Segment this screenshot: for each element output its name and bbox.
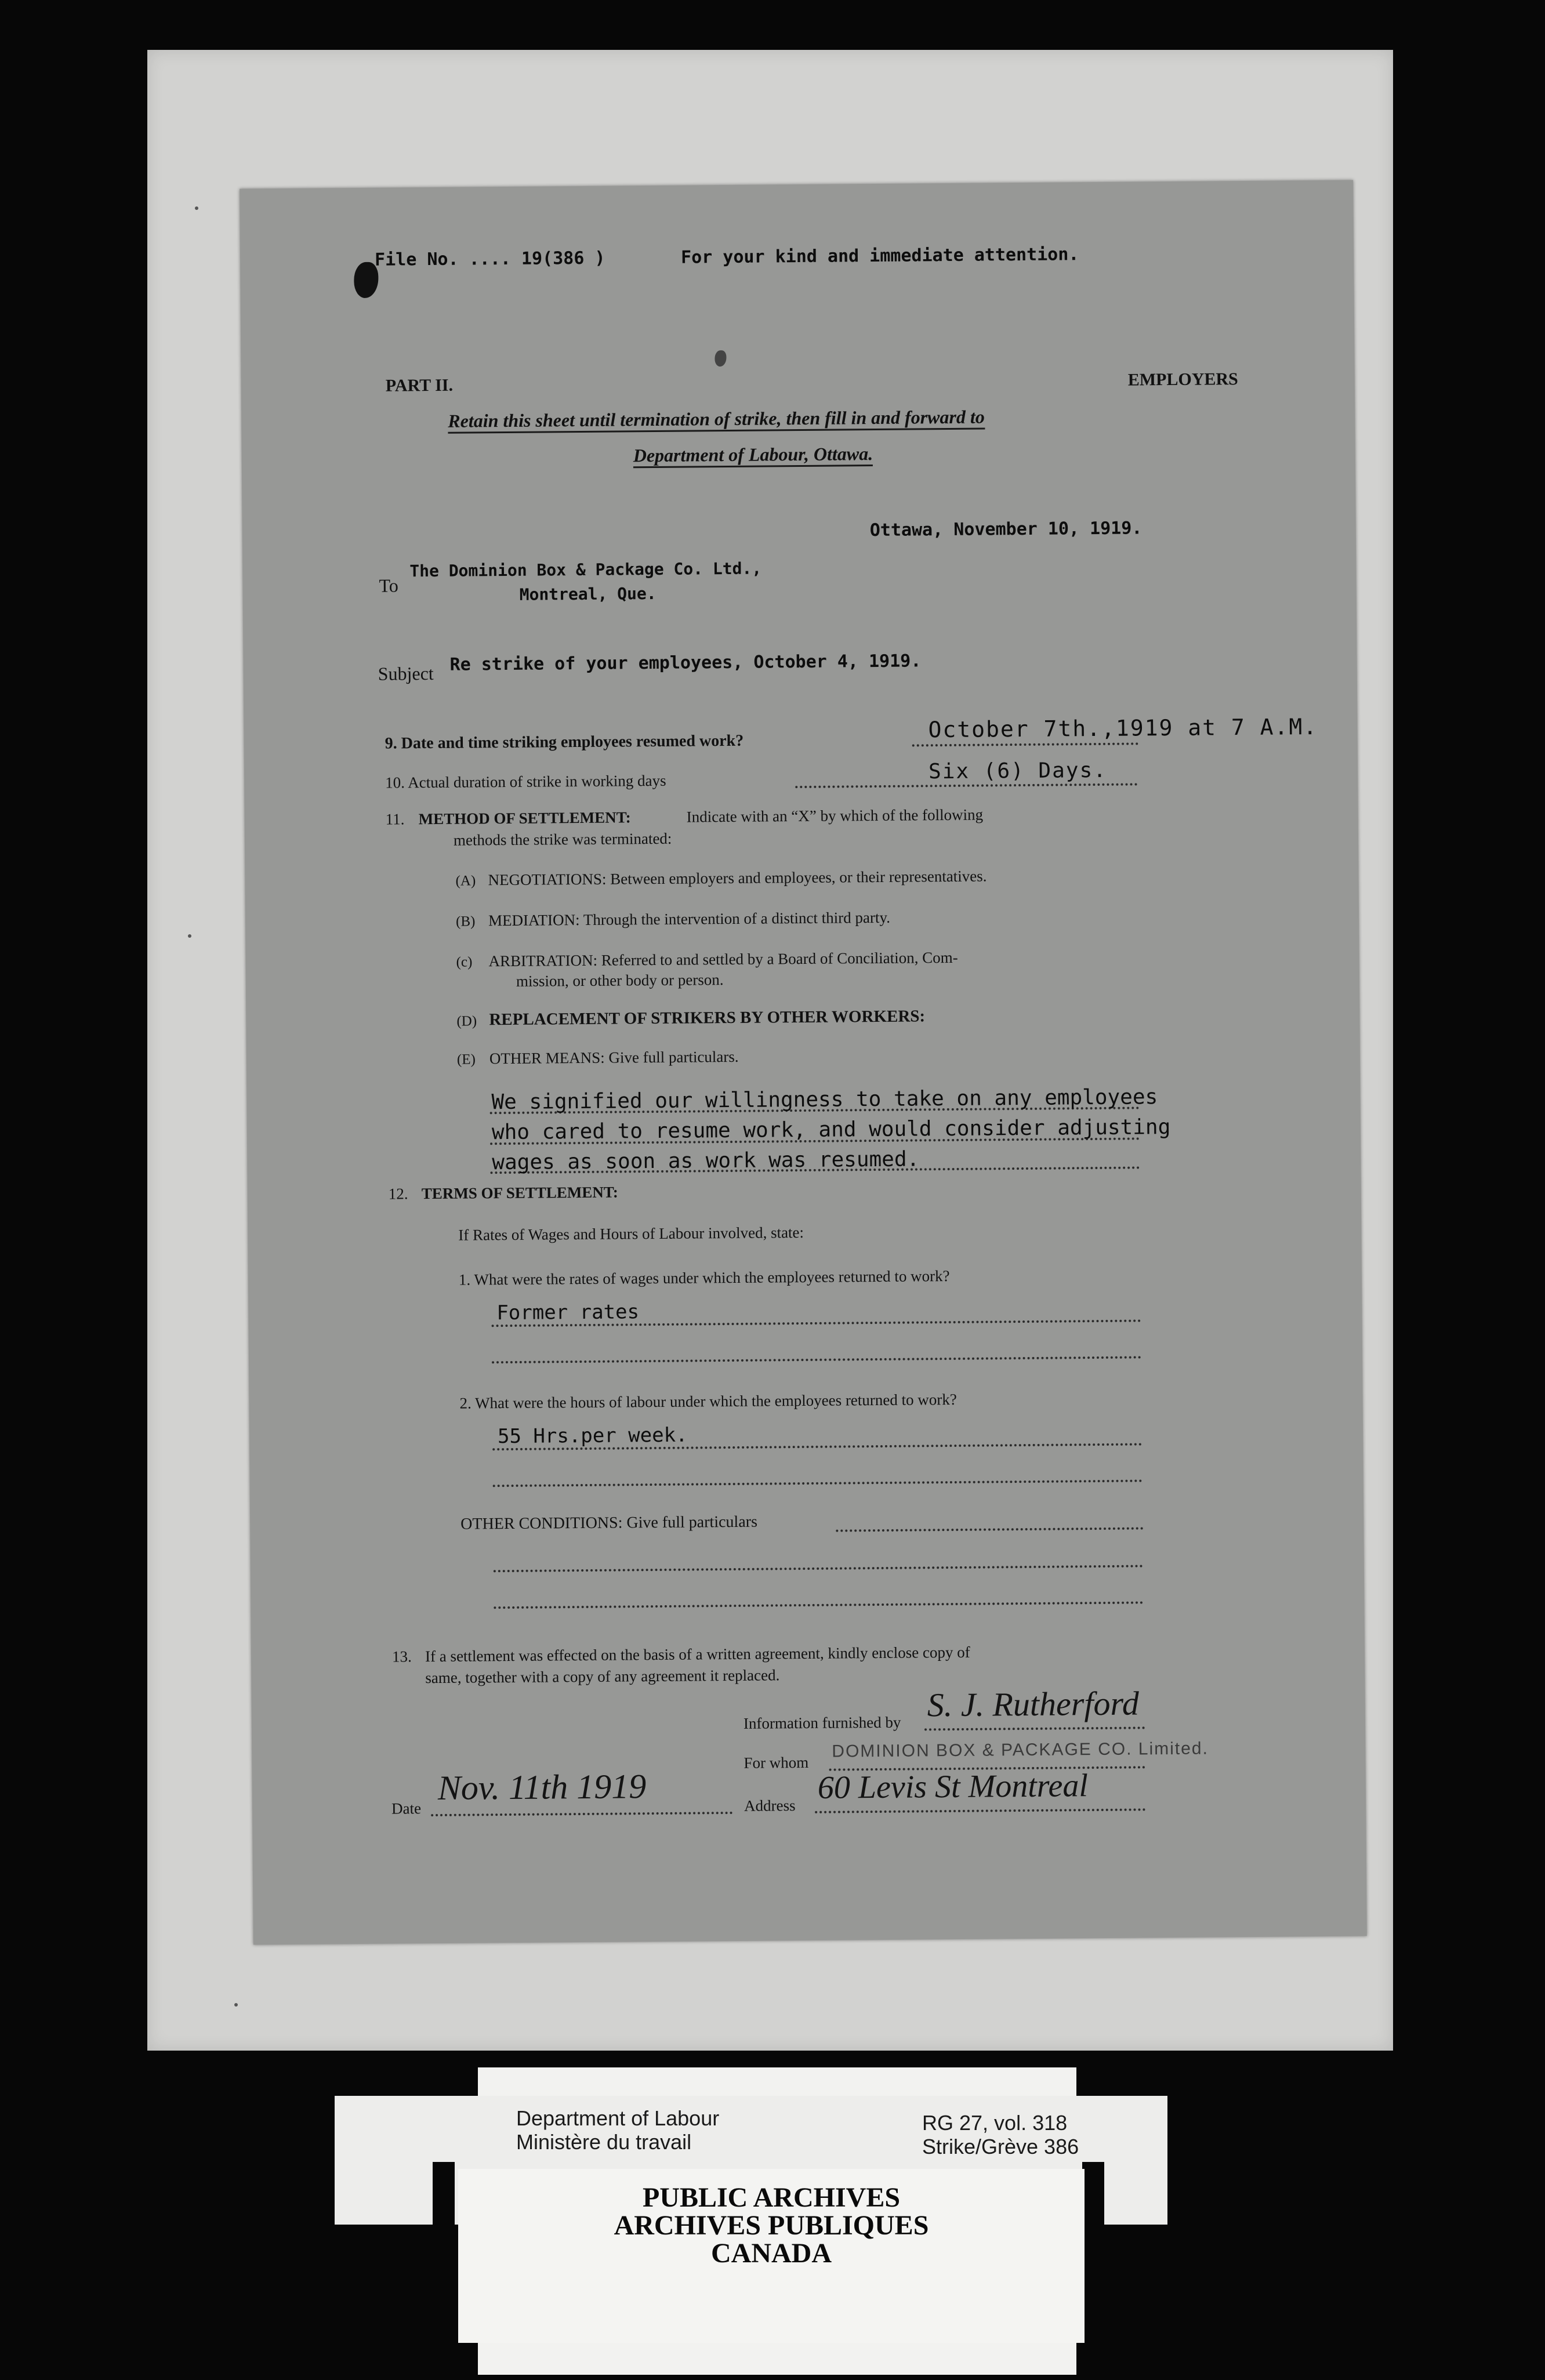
q12-1-answer: Former rates xyxy=(496,1300,640,1325)
option-c-text-1: ARBITRATION: Referred to and settled by a Board of Conciliation, Com- xyxy=(488,948,958,970)
q10-label: 10. Actual duration of strike in working days xyxy=(385,771,666,792)
q12-label: TERMS OF SETTLEMENT: xyxy=(421,1183,618,1203)
q12-2-answer: 55 Hrs.per week. xyxy=(497,1423,688,1449)
archives-stamp-line-1: PUBLIC ARCHIVES xyxy=(642,2182,901,2213)
q12-intro: If Rates of Wages and Hours of Labour involved, state: xyxy=(458,1224,804,1244)
to-label: To xyxy=(379,575,398,596)
other-conditions-line-1 xyxy=(836,1527,1143,1532)
q9-answer-line xyxy=(912,742,1138,746)
strike-report-form xyxy=(240,180,1367,1945)
part-heading: PART II. xyxy=(385,375,454,396)
q11-number: 11. xyxy=(385,810,405,828)
option-c-text-2: mission, or other body or person. xyxy=(516,971,724,990)
option-b-key: (B) xyxy=(455,913,476,930)
for-whom-label: For whom xyxy=(744,1753,809,1772)
signature-handwriting: S. J. Rutherford xyxy=(927,1684,1140,1724)
other-conditions-line-3 xyxy=(494,1601,1143,1609)
q13-number: 13. xyxy=(391,1648,412,1666)
other-conditions-label: OTHER CONDITIONS: Give full particulars xyxy=(460,1512,758,1533)
strike-number: Strike/Grève 386 xyxy=(922,2135,1079,2158)
q12-2-line-2 xyxy=(493,1479,1143,1487)
other-means-answer-3: wages as soon as work was resumed. xyxy=(492,1147,920,1175)
q12-number: 12. xyxy=(388,1185,408,1203)
ink-mark xyxy=(715,350,726,367)
address-handwriting: 60 Levis St Montreal xyxy=(817,1768,1089,1806)
place-date: Ottawa, November 10, 1919. xyxy=(869,518,1143,541)
instruction-line-1: Retain this sheet until termination of strike, then fill in and forward to xyxy=(448,407,985,434)
tab-notch-right xyxy=(1082,2162,1104,2232)
address-label: Address xyxy=(744,1797,796,1815)
info-furnished-line xyxy=(924,1726,1145,1730)
option-e-text: OTHER MEANS: Give full particulars. xyxy=(489,1047,739,1068)
subject-label: Subject xyxy=(378,662,434,684)
instruction-line-2: Department of Labour, Ottawa. xyxy=(633,443,873,468)
option-a-text: NEGOTIATIONS: Between employers and employees, or their representatives. xyxy=(488,867,987,889)
q11-instruction-1: Indicate with an “X” by which of the following xyxy=(686,806,984,826)
info-furnished-label: Information furnished by xyxy=(743,1713,901,1732)
q11-instruction-2: methods the strike was terminated: xyxy=(453,829,672,849)
option-c-key: (c) xyxy=(456,954,473,970)
audience-heading: EMPLOYERS xyxy=(1127,369,1238,390)
q9-label: 9. Date and time striking employees resumed work? xyxy=(385,731,744,753)
q11-label: METHOD OF SETTLEMENT: xyxy=(418,808,631,828)
q10-answer: Six (6) Days. xyxy=(928,758,1107,784)
q13-text-1: If a settlement was effected on the basis of a written agreement, kindly enclose copy of xyxy=(425,1643,970,1666)
addressee-line-2: Montreal, Que. xyxy=(519,583,657,604)
option-a-key: (A) xyxy=(455,873,476,889)
addressee-line-1: The Dominion Box & Package Co. Ltd., xyxy=(409,558,762,581)
mount-speck xyxy=(188,934,191,938)
q12-1-line-2 xyxy=(492,1356,1141,1363)
mount-speck xyxy=(195,206,198,210)
date-label: Date xyxy=(391,1799,422,1817)
option-d-text: REPLACEMENT OF STRIKERS BY OTHER WORKERS: xyxy=(489,1007,926,1029)
q9-answer: October 7th.,1919 at 7 A.M. xyxy=(928,714,1318,743)
option-e-key: (E) xyxy=(456,1051,476,1068)
address-line xyxy=(815,1808,1145,1813)
q12-1-question: 1. What were the rates of wages under which the employees returned to work? xyxy=(458,1267,950,1289)
q10-answer-line xyxy=(795,783,1137,788)
department-english: Department of Labour xyxy=(516,2106,720,2130)
mount-speck xyxy=(234,2003,238,2007)
archives-stamp-line-3: CANADA xyxy=(711,2238,832,2269)
attention-note: For your kind and immediate attention. xyxy=(680,244,1079,268)
date-line xyxy=(431,1812,732,1816)
other-means-answer-1: We signified our willingness to take on any employees xyxy=(491,1085,1158,1115)
archives-stamp-line-2: ARCHIVES PUBLIQUES xyxy=(614,2210,929,2241)
tab-notch-left xyxy=(433,2162,455,2232)
other-conditions-line-2 xyxy=(494,1565,1143,1572)
department-french: Ministère du travail xyxy=(516,2130,692,2154)
company-stamp: DOMINION BOX & PACKAGE CO. Limited. xyxy=(832,1739,1209,1761)
option-d-key: (D) xyxy=(456,1013,477,1029)
q13-text-2: same, together with a copy of any agreement it replaced. xyxy=(425,1666,780,1687)
other-means-answer-2: who cared to resume work, and would consider adjusting xyxy=(491,1115,1171,1145)
q12-2-question: 2. What were the hours of labour under which the employees returned to work? xyxy=(459,1390,957,1412)
subject-value: Re strike of your employees, October 4, 1919. xyxy=(449,651,922,675)
option-b-text: MEDIATION: Through the intervention of a distinct third party. xyxy=(488,908,891,930)
record-group-volume: RG 27, vol. 318 xyxy=(922,2111,1068,2135)
date-handwriting: Nov. 11th 1919 xyxy=(437,1767,647,1807)
file-number: File No. .... 19(386 ) xyxy=(374,248,605,270)
